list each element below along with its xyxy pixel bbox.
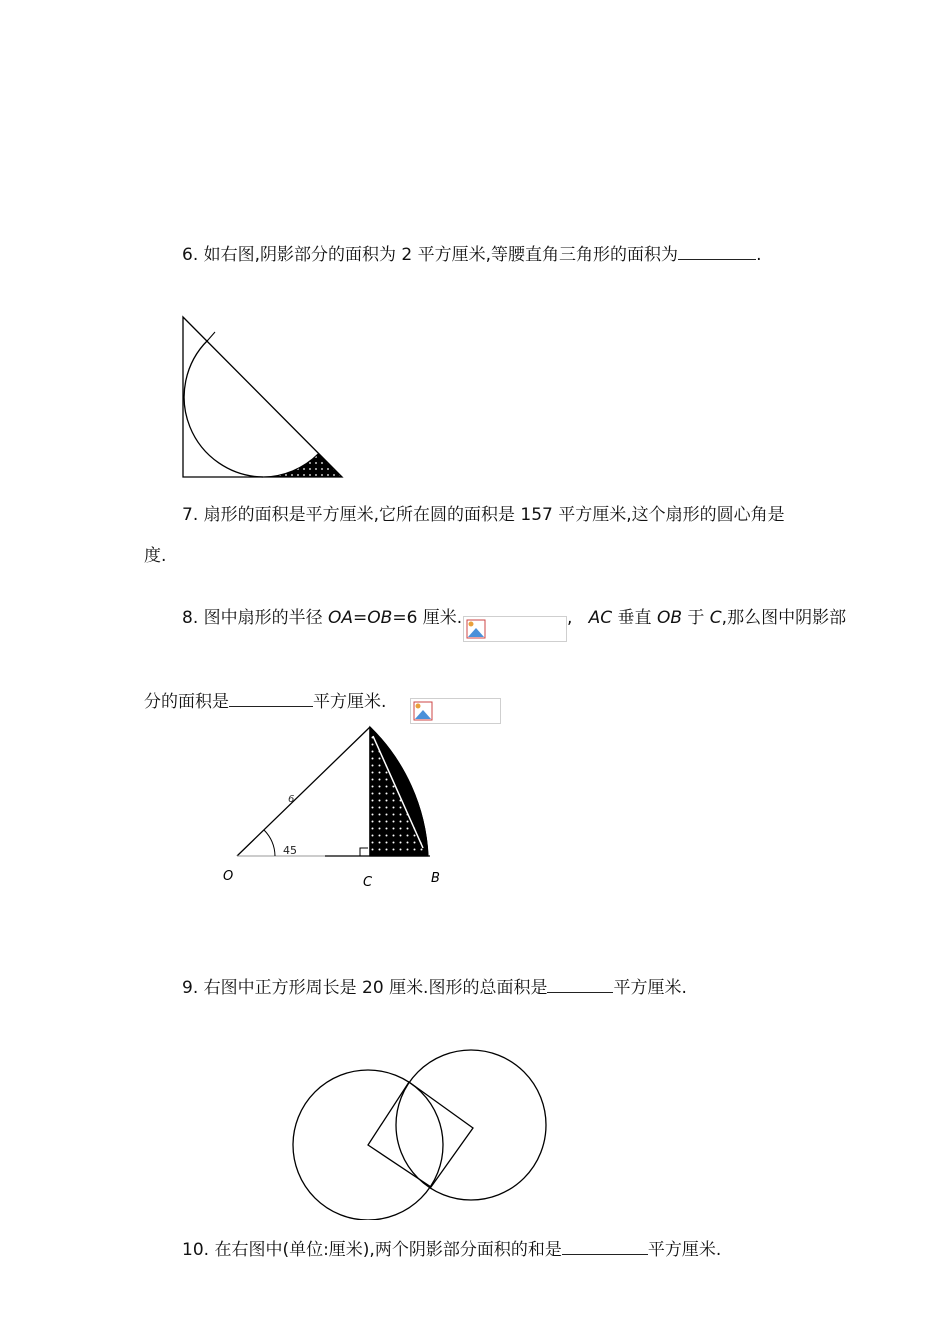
q8-label-o: O xyxy=(223,869,234,884)
q7-line2: 度. xyxy=(144,546,167,566)
broken-image-placeholder xyxy=(463,616,567,642)
question-9 xyxy=(182,974,687,1000)
q9-square xyxy=(368,1082,473,1187)
q6-figure-triangle-semicircle xyxy=(175,310,355,485)
q8-angle-arc xyxy=(264,830,275,856)
q8-ob2: OB xyxy=(656,608,682,628)
q8-comma: , xyxy=(567,608,573,628)
broken-image-icon xyxy=(413,701,435,721)
question-8-line-1 xyxy=(182,606,462,630)
question-7-line-2 xyxy=(144,544,166,568)
q6-semicircle xyxy=(184,340,263,477)
q8-figure-sector xyxy=(215,720,455,895)
question-10 xyxy=(182,1236,721,1262)
q8-line2-pre: 分的面积是 xyxy=(144,692,229,712)
q8-answer-blank[interactable] xyxy=(229,688,313,707)
q8-angle-label: 45 xyxy=(283,844,297,857)
q8-side-label: 6 xyxy=(288,794,295,805)
q8-perp: 垂直 xyxy=(612,608,657,628)
q8-pre: 8. 图中扇形的半径 xyxy=(182,608,329,628)
q8-segment-oa xyxy=(237,727,370,856)
q8-eq2: =6 厘米. xyxy=(392,608,463,628)
q9-circle-right xyxy=(396,1050,546,1200)
q8-ac: AC xyxy=(588,608,613,628)
q8-oa: OA xyxy=(328,608,354,628)
q6-end: . xyxy=(756,245,762,265)
q8-c: C xyxy=(709,608,722,628)
q6-text: 6. 如右图,阴影部分的面积为 2 平方厘米,等腰直角三角形的面积为 xyxy=(182,245,679,265)
q8-right-angle-mark xyxy=(360,848,368,856)
question-6 xyxy=(182,241,761,267)
question-7-line-1 xyxy=(182,503,785,527)
q8-rest: ,那么图中阴影部 xyxy=(721,608,847,628)
question-8-line-1b xyxy=(567,606,846,630)
question-8-line-2 xyxy=(144,688,386,714)
q7-line1: 7. 扇形的面积是平方厘米,它所在圆的面积是 157 平方厘米,这个扇形的圆心角是 xyxy=(182,505,785,525)
broken-image-icon xyxy=(466,619,488,639)
q10-text: 10. 在右图中(单位:厘米),两个阴影部分面积的和是 xyxy=(182,1240,562,1260)
q10-answer-blank[interactable] xyxy=(562,1236,648,1255)
q9-answer-blank[interactable] xyxy=(547,974,613,993)
q8-label-c: C xyxy=(363,875,373,890)
q8-eq1: = xyxy=(353,608,368,628)
q8-yu: 于 xyxy=(681,608,710,628)
q9-text: 9. 右图中正方形周长是 20 厘米.图形的总面积是 xyxy=(182,978,548,998)
q9-figure-circles-square xyxy=(285,1045,555,1220)
q10-post: 平方厘米. xyxy=(647,1240,722,1260)
q6-answer-blank[interactable] xyxy=(678,241,756,260)
q9-post: 平方厘米. xyxy=(613,978,687,998)
q8-line2-post: 平方厘米. xyxy=(313,692,387,712)
q8-label-b: B xyxy=(431,871,440,886)
q8-ob: OB xyxy=(367,608,393,628)
